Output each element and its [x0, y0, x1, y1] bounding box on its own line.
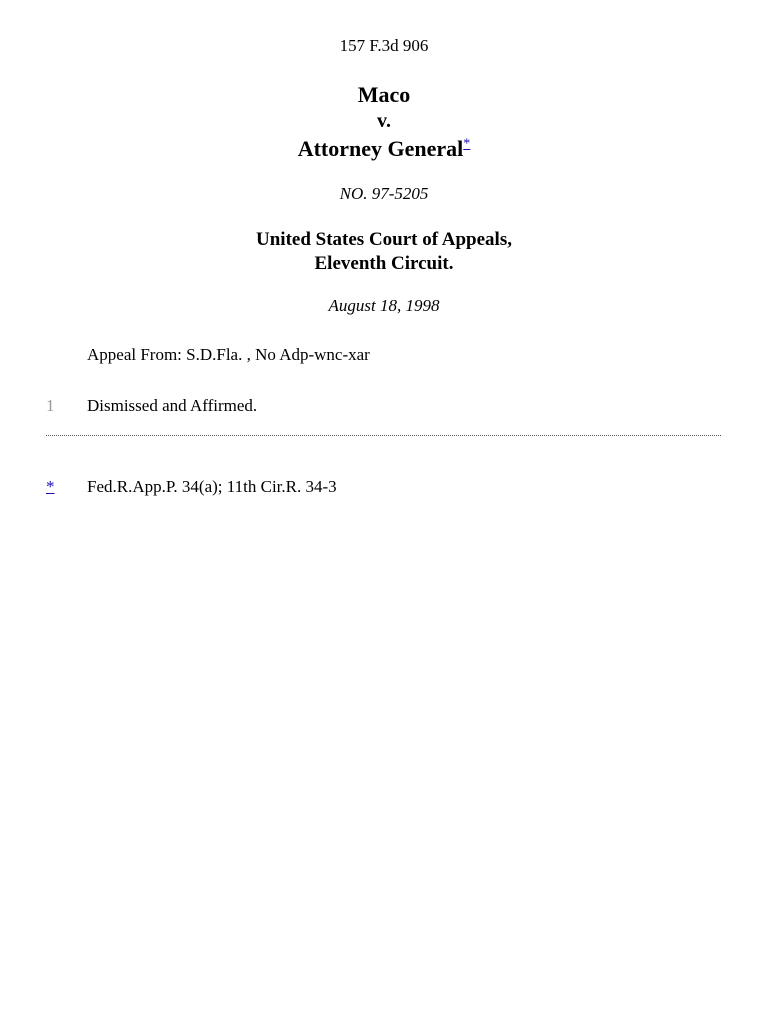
party-one: Maco [357, 82, 411, 107]
decision-date: August 18, 1998 [328, 296, 440, 315]
paragraph-number: 1 [46, 396, 55, 415]
versus: v. [377, 110, 391, 132]
footnote-text: Fed.R.App.P. 34(a); 11th Cir.R. 34-3 [87, 477, 337, 496]
court-line-1: United States Court of Appeals, [256, 229, 512, 250]
footnote-divider [46, 435, 721, 436]
court-line-2: Eleventh Circuit. [314, 253, 454, 274]
court-name [0, 228, 768, 276]
party-two: Attorney General [297, 136, 464, 161]
footnote-backlink[interactable]: * [46, 477, 55, 496]
case-title [0, 81, 768, 162]
citation: 157 F.3d 906 [339, 36, 429, 55]
docket-number: NO. 97-5205 [339, 184, 429, 203]
party-two-line [0, 135, 768, 162]
footnote-ref-link[interactable]: * [463, 136, 471, 152]
appeal-from: Appeal From: S.D.Fla. , No Adp-wnc-xar [87, 345, 370, 364]
paragraph-text: Dismissed and Affirmed. [87, 396, 258, 415]
